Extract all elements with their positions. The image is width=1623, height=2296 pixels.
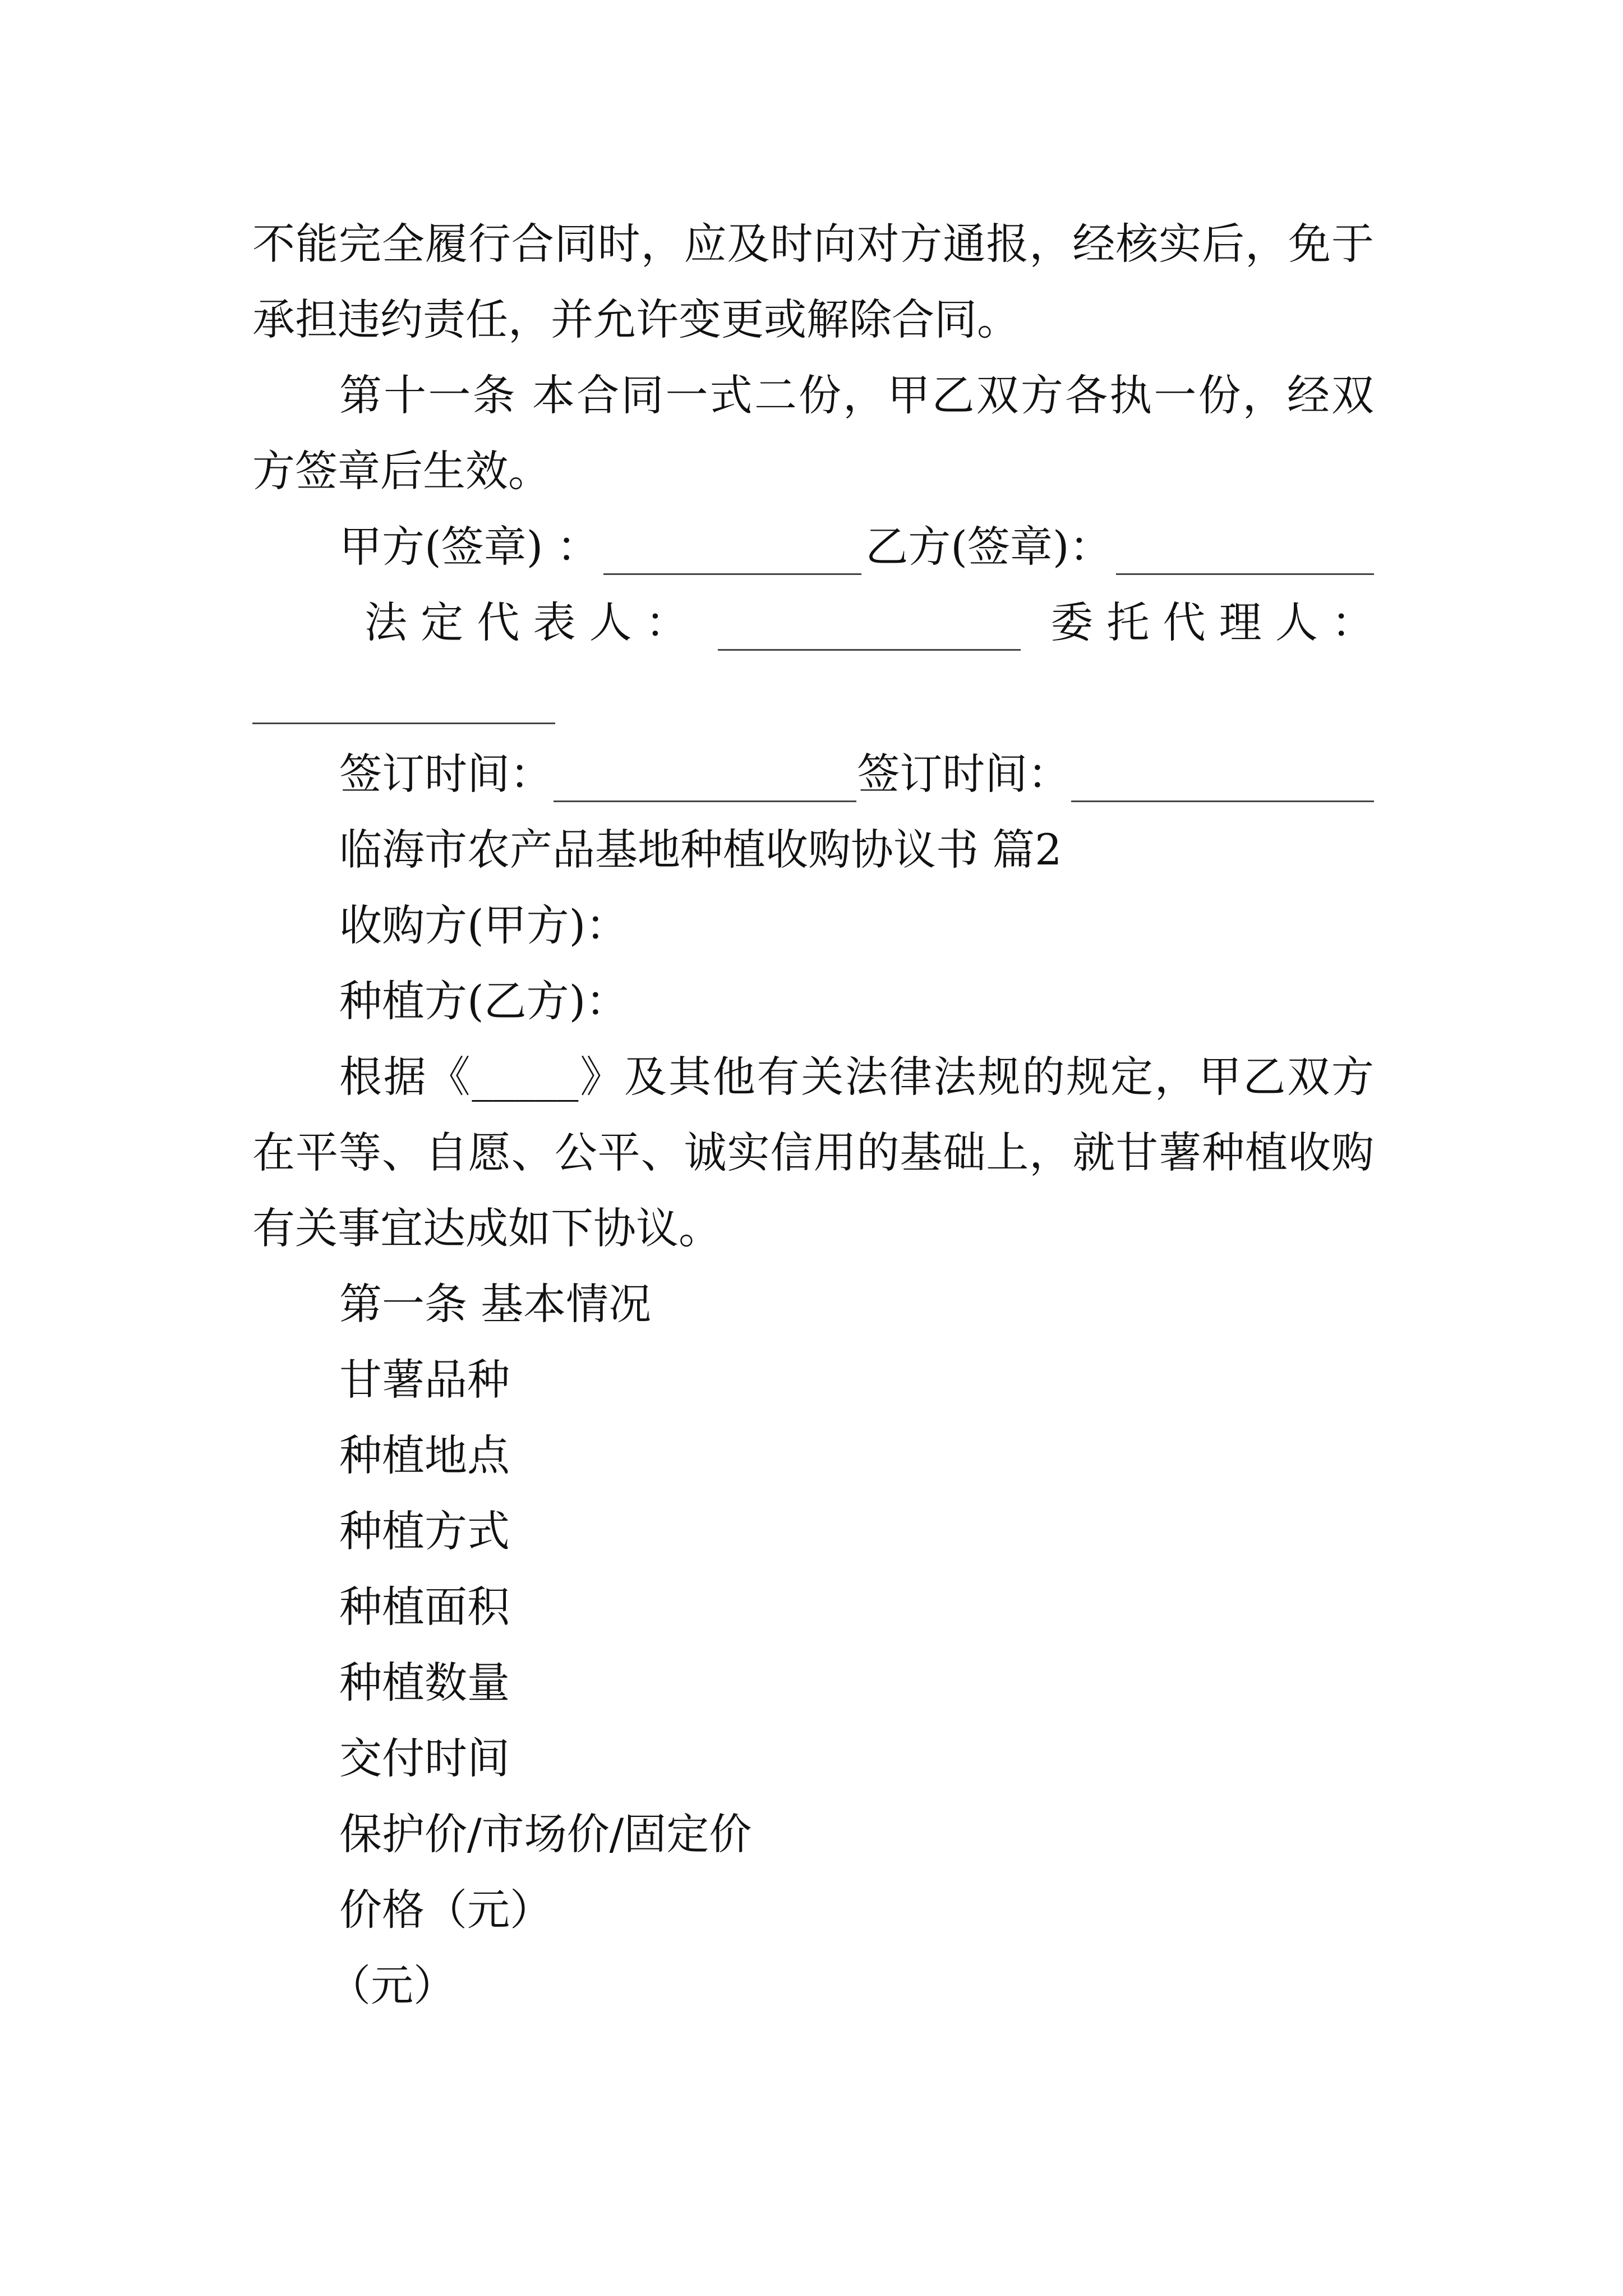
list-item: （元） (328, 1961, 456, 2010)
date-row (339, 746, 1374, 802)
list-item: 种植面积 (339, 1582, 510, 1632)
paragraph-line: 在平等、自愿、公平、诚实信用的基础上，就甘薯种植收购 (252, 1128, 1374, 1177)
article-1-heading: 第一条 基本情况 (339, 1279, 652, 1329)
list-item: 种植数量 (339, 1658, 510, 1708)
date-a-blank[interactable] (554, 756, 856, 802)
text-line: 承担违约责任，并允许变更或解除合同。 (252, 295, 1020, 344)
article-11-line: 第十一条 本合同一式二份，甲乙双方各执一份，经双 (339, 370, 1374, 420)
agent-blank[interactable] (252, 723, 555, 724)
date-b-label: 签订时间： (857, 749, 1071, 799)
text-line: 不能完全履行合同时，应及时向对方通报，经核实后，免于 (252, 219, 1374, 269)
section-title: 临海市农产品基地种植收购协议书 篇2 (339, 825, 1062, 875)
list-item: 保护价/市场价/固定价 (339, 1809, 752, 1859)
list-item: 甘薯品种 (339, 1355, 510, 1405)
party-a-seal-label: 甲方(签章) ： (339, 522, 600, 572)
buyer-line: 收购方(甲方)： (339, 900, 629, 950)
list-item: 种植方式 (339, 1506, 510, 1556)
list-item: 价格（元） (339, 1885, 552, 1935)
grower-line: 种植方(乙方)： (339, 976, 629, 1026)
date-a-label: 签订时间： (339, 749, 552, 799)
paragraph-line: 有关事宜达成如下协议。 (252, 1203, 721, 1253)
representative-row (365, 595, 1374, 651)
party-b-seal-blank[interactable] (1116, 528, 1374, 575)
signature-row (339, 519, 1374, 575)
text-line: 方签章后生效。 (252, 446, 551, 496)
list-item: 种植地点 (339, 1430, 510, 1480)
paragraph-line: 根据《_____》及其他有关法律法规的规定，甲乙双方 (339, 1052, 1374, 1102)
legal-rep-blank[interactable] (718, 604, 1021, 651)
list-item: 交付时间 (339, 1733, 510, 1783)
agent-label: 委 托 代 理 人 ： (1050, 597, 1374, 647)
party-a-seal-blank[interactable] (603, 528, 861, 575)
legal-rep-label: 法 定 代 表 人 ： (365, 597, 688, 647)
party-b-seal-label: 乙方(签章)： (865, 522, 1112, 572)
date-b-blank[interactable] (1071, 756, 1374, 802)
